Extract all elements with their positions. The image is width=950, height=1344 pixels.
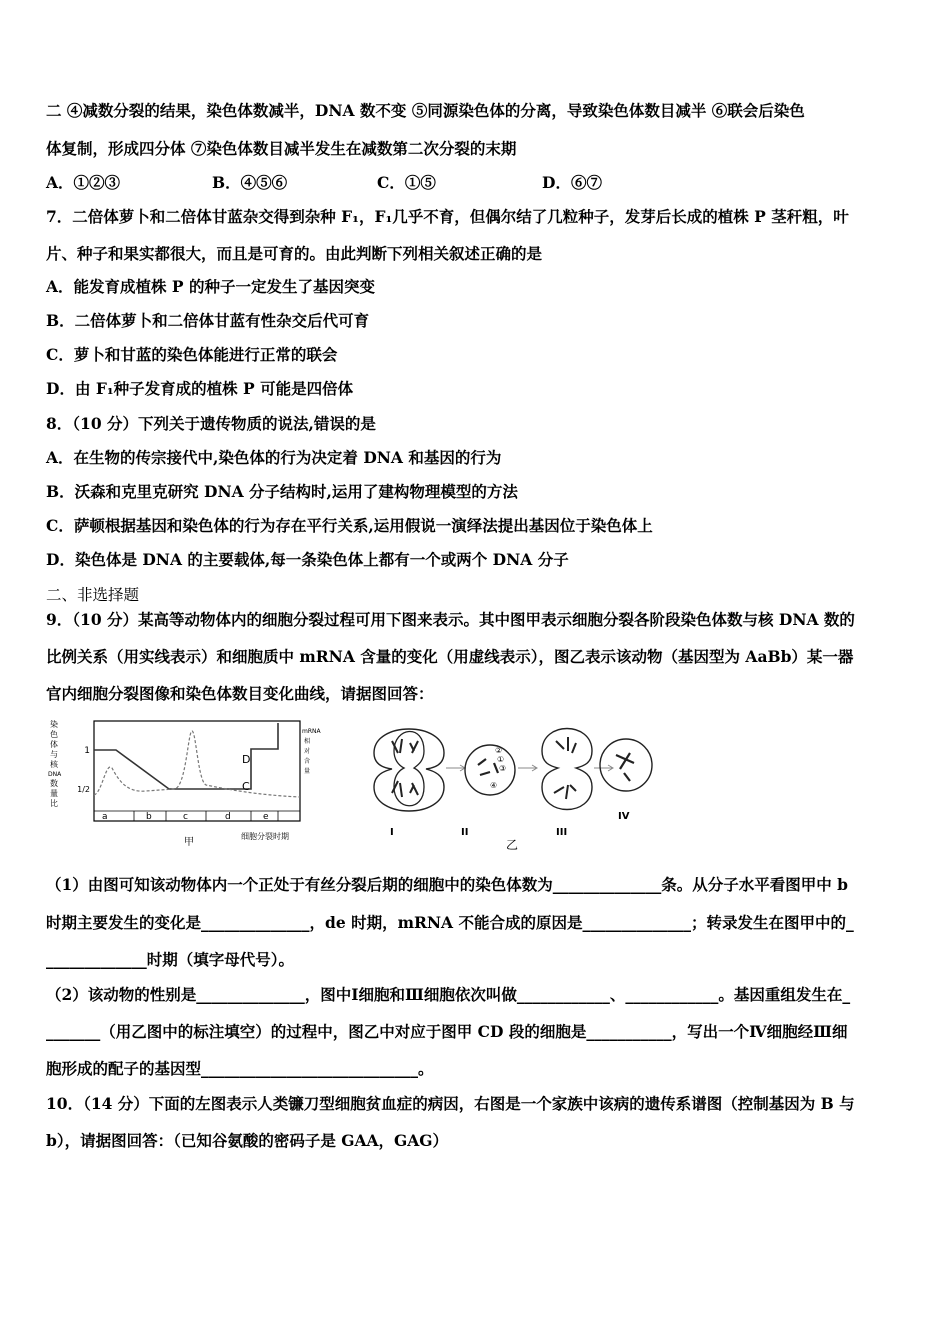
q9-figure <box>46 713 666 858</box>
q8-option-c: C．萨顿根据基因和染色体的行为存在平行关系,运用假说一演绎法提出基因位于染色体上 <box>46 516 653 535</box>
q8-option-d: D．染色体是 DNA 的主要载体,每一条染色体上都有一个或两个 DNA 分子 <box>46 550 569 569</box>
q9-stem-line-3: 官内细胞分裂图像和染色体数目变化曲线，请据图回答： <box>46 684 434 703</box>
cell-label-iii: III <box>556 827 568 838</box>
stage-label-a: a <box>102 812 108 822</box>
q6-option-c: C．①⑤ <box>377 173 436 192</box>
q9-figure-svg <box>46 713 666 858</box>
q8-option-b: B．沃森和克里克研究 DNA 分子结构时,运用了建构物理模型的方法 <box>46 482 518 501</box>
q9-part2-line-1: （2）该动物的性别是______________，图中Ⅰ细胞和Ⅲ细胞依次叫做____________、____________。基因重组发生在_ <box>46 985 851 1004</box>
q9-stem-line-1: 9．（10 分）某高等动物体内的细胞分裂过程可用下图来表示。其中图甲表示细胞分裂各阶段染色体数与核 DNA 数的 <box>46 610 855 629</box>
point-label-c: C <box>242 780 250 793</box>
point-label-d: D <box>242 753 251 766</box>
graph-frame <box>94 721 300 821</box>
cell-label-iv: IV <box>618 811 630 822</box>
cell-ii-number-2: ② <box>495 746 503 755</box>
caption-yi: 乙 <box>506 838 519 852</box>
section-heading-non-choice: 二、非选择题 <box>46 586 140 604</box>
q7-option-d: D．由 F₁种子发育成的植株 P 可能是四倍体 <box>46 379 354 398</box>
cell-ii-number-4: ④ <box>490 781 498 790</box>
q6-continuation-line-2: 体复制，形成四分体 ⑦染色体数目减半发生在减数第二次分裂的末期 <box>46 139 517 158</box>
cell-iv <box>600 739 652 822</box>
figure-yi <box>374 729 652 853</box>
q9-part1-line-3: _____________时期（填字母代号）。 <box>46 950 295 969</box>
y-left-axis-label: 染色体与核 DNA 数量比 <box>48 720 62 808</box>
q6-option-a: A．①②③ <box>46 173 121 192</box>
cell-label-ii: II <box>461 827 469 838</box>
q7-option-a: A．能发育成植株 P 的种子一定发生了基因突变 <box>46 277 375 296</box>
cell-ii <box>461 745 515 838</box>
q10-stem-line-2: b），请据图回答：（已知谷氨酸的密码子是 GAA，GAG） <box>46 1131 449 1150</box>
stage-label-d: d <box>225 812 231 822</box>
q9-part1-line-1: （1）由图可知该动物体内一个正处于有丝分裂后期的细胞中的染色体数为______________条。从分子水平看图甲中 b <box>46 875 849 894</box>
q8-stem: 8．（10 分）下列关于遗传物质的说法,错误的是 <box>46 414 376 433</box>
x-axis-label: 细胞分裂时期 <box>241 832 289 841</box>
q9-stem-line-2: 比例关系（用实线表示）和细胞质中 mRNA 含量的变化（用虚线表示），图乙表示该动物（基因型为 AaBb）某一器 <box>46 647 854 666</box>
cell-i <box>374 729 444 838</box>
stage-label-e: e <box>263 812 269 822</box>
cell-label-i: I <box>390 827 394 838</box>
q7-stem-line-2: 片、种子和果实都很大，而且是可育的。由此判断下列相关叙述正确的是 <box>46 244 543 263</box>
q7-option-c: C．萝卜和甘蓝的染色体能进行正常的联会 <box>46 345 338 364</box>
tick-label-half: 1/2 <box>77 785 90 794</box>
q6-continuation-line-1: 二 ④减数分裂的结果，染色体数减半，DNA 数不变 ⑤同源染色体的分离，导致染色体数目减半 ⑥联会后染色 <box>46 101 805 120</box>
q9-part2-line-3: 胞形成的配子的基因型____________________________。 <box>46 1059 434 1078</box>
cell-ii-number-3: ③ <box>499 764 507 773</box>
q6-option-d: D．⑥⑦ <box>542 173 602 192</box>
q6-option-b: B．④⑤⑥ <box>212 173 288 192</box>
stage-label-c: c <box>183 812 188 822</box>
cell-iii <box>542 729 592 839</box>
mrna-dashed-line <box>94 731 300 797</box>
q8-option-a: A．在生物的传宗接代中,染色体的行为决定着 DNA 和基因的行为 <box>46 448 502 467</box>
q7-stem-line-1: 7．二倍体萝卜和二倍体甘蓝杂交得到杂种 F₁，F₁几乎不育，但偶尔结了几粒种子，发芽后长成的植株 P 茎秆粗，叶 <box>46 207 849 226</box>
y-right-axis-label: mRNA 相对含量 <box>302 728 321 775</box>
q9-part2-line-2: _______（用乙图中的标注填空）的过程中，图乙中对应于图甲 CD 段的细胞是___________，写出一个Ⅳ细胞经Ⅲ细 <box>46 1022 848 1041</box>
q6-options <box>46 172 906 194</box>
stage-label-b: b <box>146 812 152 822</box>
q10-stem-line-1: 10．（14 分）下面的左图表示人类镰刀型细胞贫血症的病因，右图是一个家族中该病的遗传系谱图（控制基因为 B 与 <box>46 1094 855 1113</box>
q9-part1-line-2: 时期主要发生的变化是______________，de 时期，mRNA 不能合成的原因是______________；转录发生在图甲中的_ <box>46 913 854 932</box>
caption-jia: 甲 <box>184 837 194 848</box>
cell-ii-number-1: ① <box>497 755 505 764</box>
q7-option-b: B．二倍体萝卜和二倍体甘蓝有性杂交后代可育 <box>46 311 370 330</box>
graph-jia <box>48 719 322 848</box>
tick-label-1: 1 <box>84 746 90 756</box>
